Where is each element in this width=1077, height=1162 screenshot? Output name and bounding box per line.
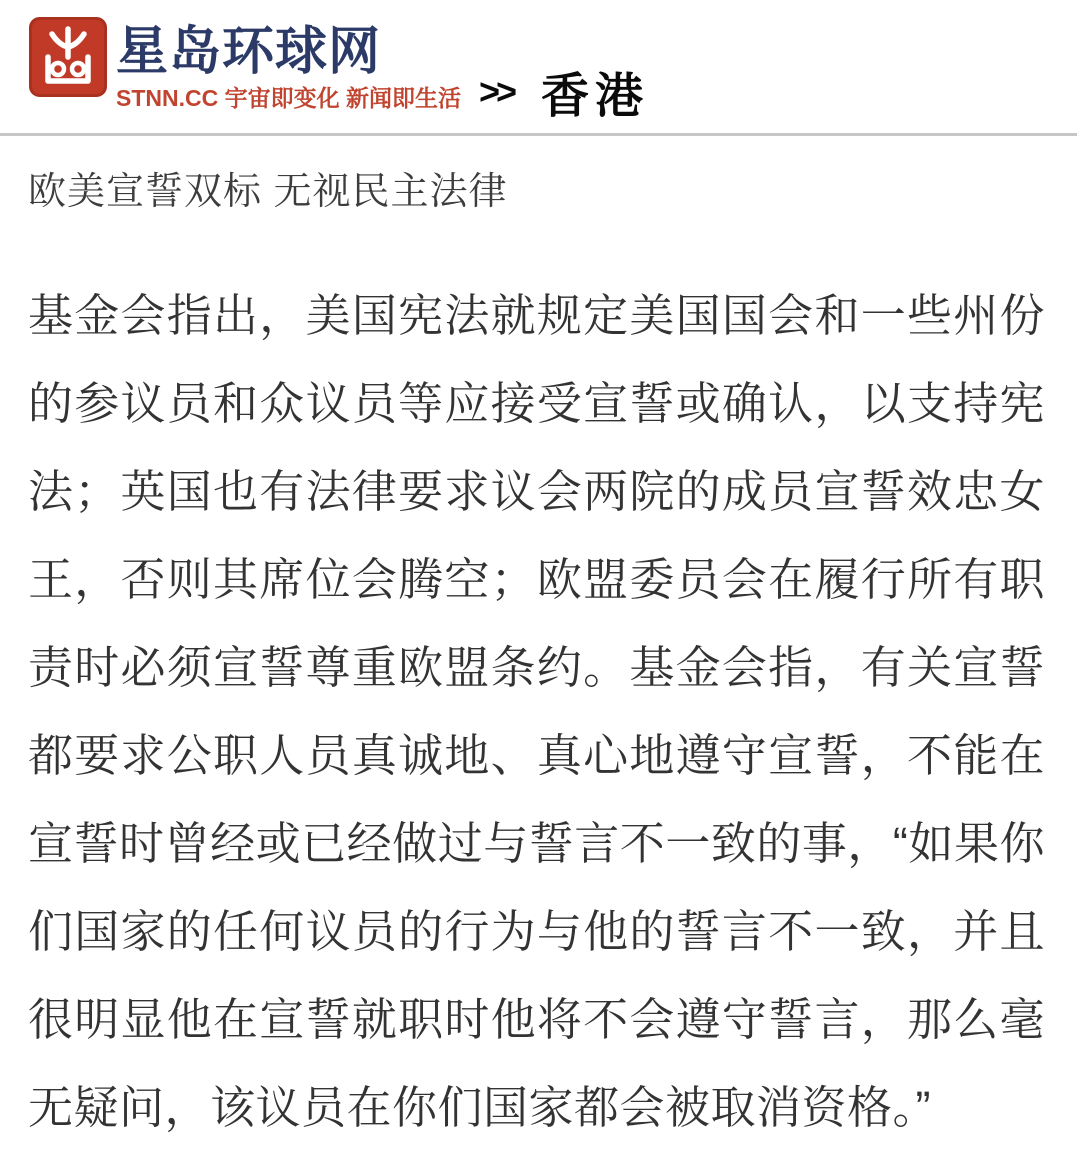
breadcrumb-section-hongkong[interactable]: 香港 (541, 70, 650, 123)
site-logo[interactable] (28, 15, 461, 111)
site-tagline: STNN.CC 宇宙即变化 新闻即生活 (116, 85, 461, 111)
logo-text (116, 15, 461, 111)
article-paragraph: 基金会指出，美国宪法就规定美国国会和一些州份的参议员和众议员等应接受宣誓或确认，以支持宪法；英国也有法律要求议会两院的成员宣誓效忠女王，否则其席位会腾空；欧盟委员会在履行所有职责时必须宣誓尊重欧盟条约。基金会指，有关宣誓都要求公职人员真诚地、真心地遵守宣誓，不能在宣誓时曾经或已经做过与誓言不一致的事，“如果你们国家的任何议员的行为与他的誓言不一致，并且很明显他在宣誓就职时他将不会遵守誓言，那么毫无疑问，该议员在你们国家都会被取消资格。” (28, 290, 1045, 1133)
double-chevron-right-icon: >> (479, 70, 514, 112)
breadcrumb (479, 57, 649, 126)
stnn-seal-icon (28, 15, 108, 99)
article-body (0, 168, 1077, 1152)
header-divider (0, 133, 1077, 136)
site-name: 星岛环球网 (116, 23, 382, 81)
site-header (0, 0, 1077, 133)
article-subheading: 欧美宣誓双标 无视民主法律 (28, 171, 508, 213)
